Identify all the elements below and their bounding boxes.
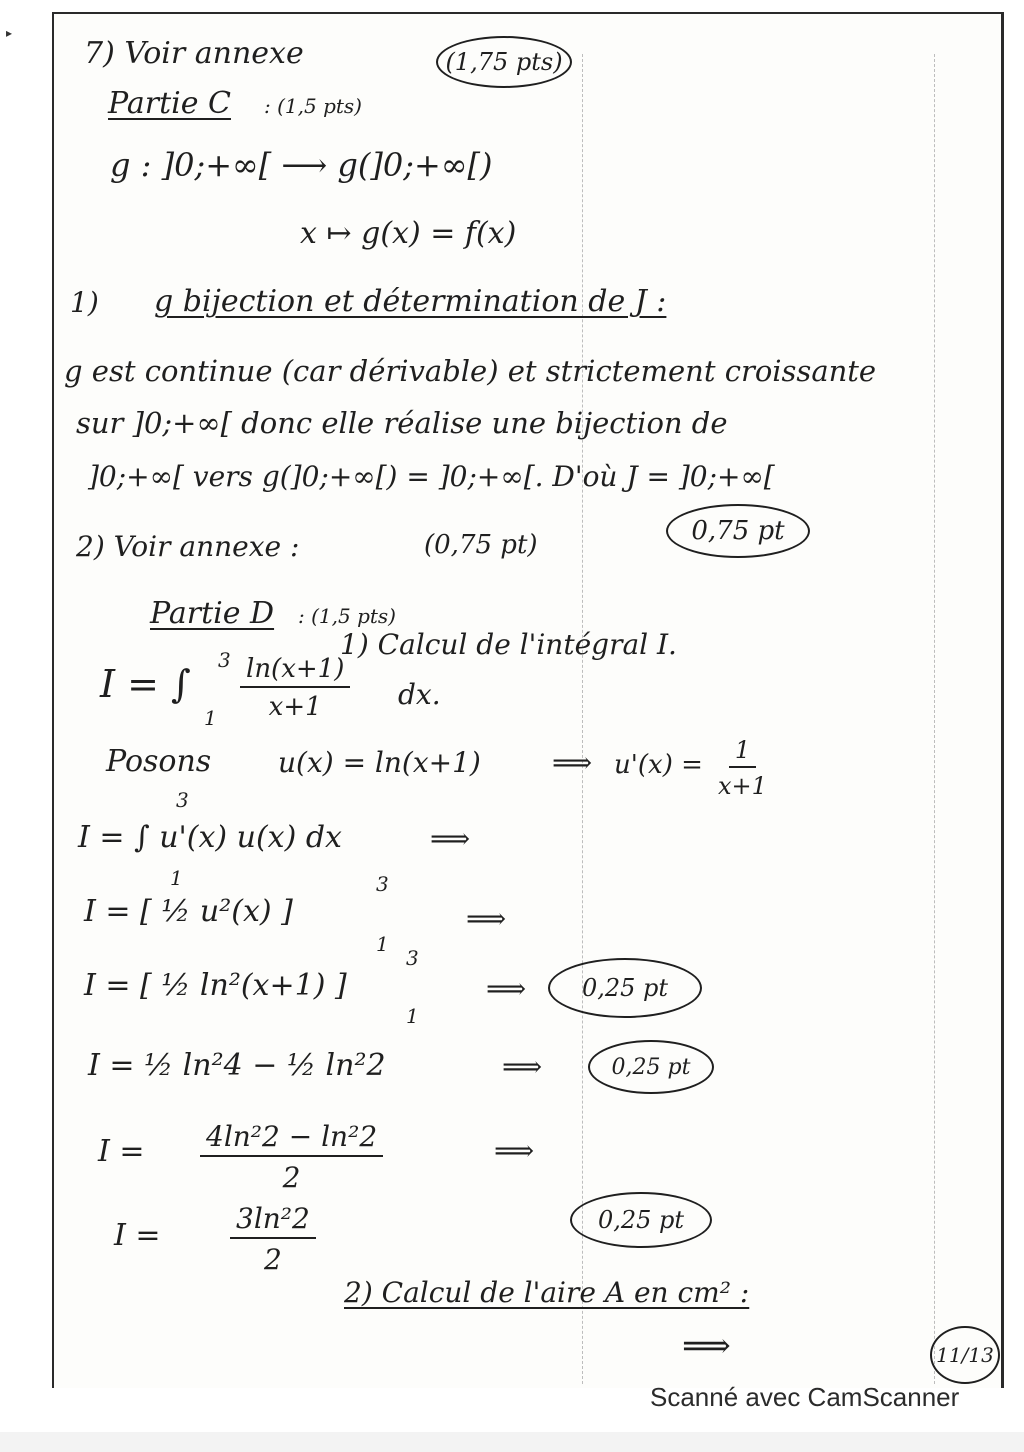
integrand-denominator: x+1 <box>268 692 322 722</box>
step2-expression: I = [ ½ u²(x) ] <box>84 894 293 929</box>
camscanner-footer: Scanné avec CamScanner <box>650 1382 960 1412</box>
part-d-q2-text: 2) Calcul de l'aire A en cm² : <box>344 1276 750 1309</box>
integrand-numerator: ln(x+1) <box>240 654 350 688</box>
part-c-q2-points: (0,75 pt) <box>424 530 538 560</box>
q7-points-badge: (1,75 pts) <box>436 36 572 88</box>
step3-lower-bound: 1 <box>406 1004 419 1028</box>
part-c-q2-text: 2) Voir annexe : <box>76 530 300 563</box>
step6-numerator: 3ln²2 <box>230 1202 316 1239</box>
step1-upper-bound: 3 <box>176 788 189 812</box>
uprime-denominator: x+1 <box>718 772 767 800</box>
page-number-badge: 11/13 <box>930 1326 1000 1384</box>
q7-text: 7) Voir annexe <box>84 36 304 71</box>
handwritten-page <box>52 12 1004 1388</box>
part-c-title: Partie C <box>108 86 231 121</box>
step5-denominator: 2 <box>282 1161 301 1194</box>
part-d-points: : (1,5 pts) <box>298 604 396 628</box>
step5-implies: ⟹ <box>494 1134 535 1167</box>
step6-points-badge: 0,25 pt <box>570 1192 712 1248</box>
integral-dx: dx. <box>398 678 441 711</box>
step1-implies: ⟹ <box>430 822 471 855</box>
step2-implies: ⟹ <box>466 902 507 935</box>
step5-lhs: I = <box>98 1134 145 1169</box>
part-d-title: Partie D <box>150 596 275 631</box>
part-c-points: : (1,5 pts) <box>264 94 362 118</box>
posons-u: u(x) = ln(x+1) <box>278 746 481 779</box>
step4-points-badge: 0,25 pt <box>588 1040 714 1094</box>
step1-lower-bound: 1 <box>170 866 183 890</box>
integral-lhs: I = ∫ <box>100 662 191 706</box>
part-d-q1-text: 1) Calcul de l'intégral I. <box>340 628 677 661</box>
step3-points-badge: 0,25 pt <box>548 958 702 1018</box>
integrand-fraction <box>240 654 350 722</box>
step1-expression: I = ∫ u'(x) u(x) dx <box>78 820 342 855</box>
part-c-q1-title: g bijection et détermination de J : <box>154 284 667 319</box>
bottom-strip <box>0 1432 1024 1452</box>
part-c-q1-line1: g est continue (car dérivable) et strictement croissante <box>64 354 877 388</box>
uprime-lhs: u'(x) = <box>614 750 703 780</box>
step5-fraction <box>200 1120 383 1194</box>
posons-label: Posons <box>106 744 212 779</box>
part-c-q1-line3: ]0;+∞[ vers g(]0;+∞[) = ]0;+∞[. D'où J = ]0;+∞[ <box>88 460 775 493</box>
step3-upper-bound: 3 <box>406 946 419 970</box>
part-c-q1-points-badge: 0,75 pt <box>666 504 810 558</box>
part-c-def-line1: g : ]0;+∞[ ⟶ g(]0;+∞[) <box>110 146 493 184</box>
step6-denominator: 2 <box>264 1243 282 1276</box>
step2-upper-bound: 3 <box>376 872 389 896</box>
step4-implies: ⟹ <box>502 1050 543 1083</box>
step5-numerator: 4ln²2 − ln²2 <box>200 1120 383 1157</box>
part-c-q1-label: 1) <box>70 286 99 319</box>
page-fold-guide <box>582 54 583 1384</box>
posons-implies: ⟹ <box>552 746 593 779</box>
step6-fraction <box>230 1202 316 1276</box>
step3-expression: I = [ ½ ln²(x+1) ] <box>84 968 347 1003</box>
uprime-fraction <box>718 736 767 800</box>
step4-expression: I = ½ ln²4 − ½ ln²2 <box>88 1048 386 1083</box>
integral-upper-bound: 3 <box>218 648 231 672</box>
step2-lower-bound: 1 <box>376 932 389 956</box>
step6-lhs: I = <box>114 1218 161 1253</box>
scan-corner-mark: ▸ <box>6 26 13 40</box>
part-c-def-line2: x ↦ g(x) = f(x) <box>300 216 517 251</box>
step3-implies: ⟹ <box>486 972 527 1005</box>
uprime-numerator: 1 <box>729 736 756 768</box>
integral-lower-bound: 1 <box>204 706 217 730</box>
part-c-q1-line2: sur ]0;+∞[ donc elle réalise une bijection de <box>76 406 728 440</box>
next-page-arrow: ⟹ <box>682 1326 731 1366</box>
page-fold-guide <box>934 54 935 1384</box>
